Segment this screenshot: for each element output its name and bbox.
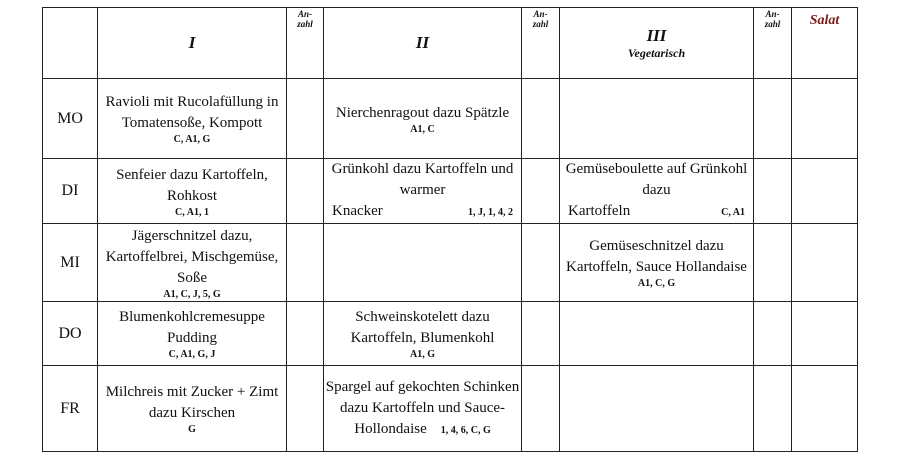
day-label: MO	[43, 79, 98, 159]
header-empty-cell	[43, 8, 98, 79]
menu-3-cell: Gemüseboulette auf Grünkohl dazu Kartoffeln C, A1	[560, 159, 754, 224]
anzahl-cell[interactable]	[754, 159, 792, 224]
header-row	[43, 8, 858, 79]
allergen-code: 1, 4, 6, C, G	[440, 424, 491, 436]
anzahl-cell[interactable]	[522, 366, 560, 452]
anzahl-cell[interactable]	[754, 79, 792, 159]
anzahl-cell[interactable]	[522, 159, 560, 224]
anzahl-cell[interactable]	[754, 302, 792, 366]
table-row	[43, 302, 858, 366]
menu-3-cell	[560, 366, 754, 452]
menu-2-cell: Spargel auf gekochten Schinken dazu Kartoffeln und Sauce- Hollondaise 1, 4, 6, C, G	[324, 366, 522, 452]
vegetarian-label: Vegetarisch	[627, 46, 686, 60]
header-anzahl-2: An- zahl	[522, 8, 560, 79]
salat-cell[interactable]	[792, 302, 858, 366]
anzahl-cell[interactable]	[522, 302, 560, 366]
anzahl-cell[interactable]	[287, 366, 324, 452]
anzahl-cell[interactable]	[754, 366, 792, 452]
anzahl-cell[interactable]	[754, 224, 792, 302]
header-anzahl-3: An- zahl	[754, 8, 792, 79]
anzahl-cell[interactable]	[522, 79, 560, 159]
menu-1-cell: Blumenkohlcremesuppe Pudding C, A1, G, J	[98, 302, 287, 366]
anzahl-cell[interactable]	[287, 302, 324, 366]
salat-cell[interactable]	[792, 79, 858, 159]
menu-1-cell: Senfeier dazu Kartoffeln, Rohkost C, A1, 1	[98, 159, 287, 224]
anzahl-cell[interactable]	[287, 79, 324, 159]
day-label: MI	[43, 224, 98, 302]
allergen-code: A1, C	[410, 123, 435, 135]
day-label: DO	[43, 302, 98, 366]
menu-1-cell: Ravioli mit Rucolafüllung in Tomatensoße, Kompott C, A1, G	[98, 79, 287, 159]
menu-2-cell: Nierchenragout dazu Spätzle A1, C	[324, 79, 522, 159]
allergen-code: C, A1, 1	[175, 206, 209, 218]
anzahl-cell[interactable]	[287, 159, 324, 224]
menu-2-cell: Schweinskotelett dazu Kartoffeln, Blumenkohl A1, G	[324, 302, 522, 366]
header-menu-3: III Vegetarisch	[560, 8, 754, 79]
allergen-code: 1, J, 1, 4, 2	[468, 207, 513, 218]
anzahl-cell[interactable]	[522, 224, 560, 302]
header-menu-2: II	[324, 8, 522, 79]
allergen-code: C, A1, G, J	[168, 349, 216, 360]
allergen-code: A1, C, G	[637, 278, 676, 289]
salat-cell[interactable]	[792, 224, 858, 302]
menu-3-cell	[560, 302, 754, 366]
allergen-code: A1, G	[410, 349, 435, 360]
menu-3-cell	[560, 79, 754, 159]
salat-cell[interactable]	[792, 366, 858, 452]
table-row	[43, 366, 858, 452]
salat-cell[interactable]	[792, 159, 858, 224]
header-anzahl-1: An- zahl	[287, 8, 324, 79]
header-salat: Salat	[792, 8, 858, 79]
table-row	[43, 224, 858, 302]
table-row	[43, 159, 858, 224]
menu-2-cell: Grünkohl dazu Kartoffeln und warmer Knacker 1, J, 1, 4, 2	[324, 159, 522, 224]
menu-1-cell: Jägerschnitzel dazu, Kartoffelbrei, Mischgemüse, Soße A1, C, J, 5, G	[98, 224, 287, 302]
table-row	[43, 79, 858, 159]
menu-3-cell: Gemüseschnitzel dazu Kartoffeln, Sauce Hollandaise A1, C, G	[560, 224, 754, 302]
day-label: DI	[43, 159, 98, 224]
allergen-code: C, A1	[721, 207, 745, 218]
anzahl-cell[interactable]	[287, 224, 324, 302]
allergen-code: C, A1, G	[173, 134, 211, 145]
menu-table	[42, 7, 858, 452]
day-label: FR	[43, 366, 98, 452]
allergen-code: A1, C, J, 5, G	[163, 288, 221, 300]
menu-1-cell: Milchreis mit Zucker + Zimt dazu Kirschen G	[98, 366, 287, 452]
menu-2-cell	[324, 224, 522, 302]
allergen-code: G	[188, 424, 196, 435]
header-menu-1: I	[98, 8, 287, 79]
